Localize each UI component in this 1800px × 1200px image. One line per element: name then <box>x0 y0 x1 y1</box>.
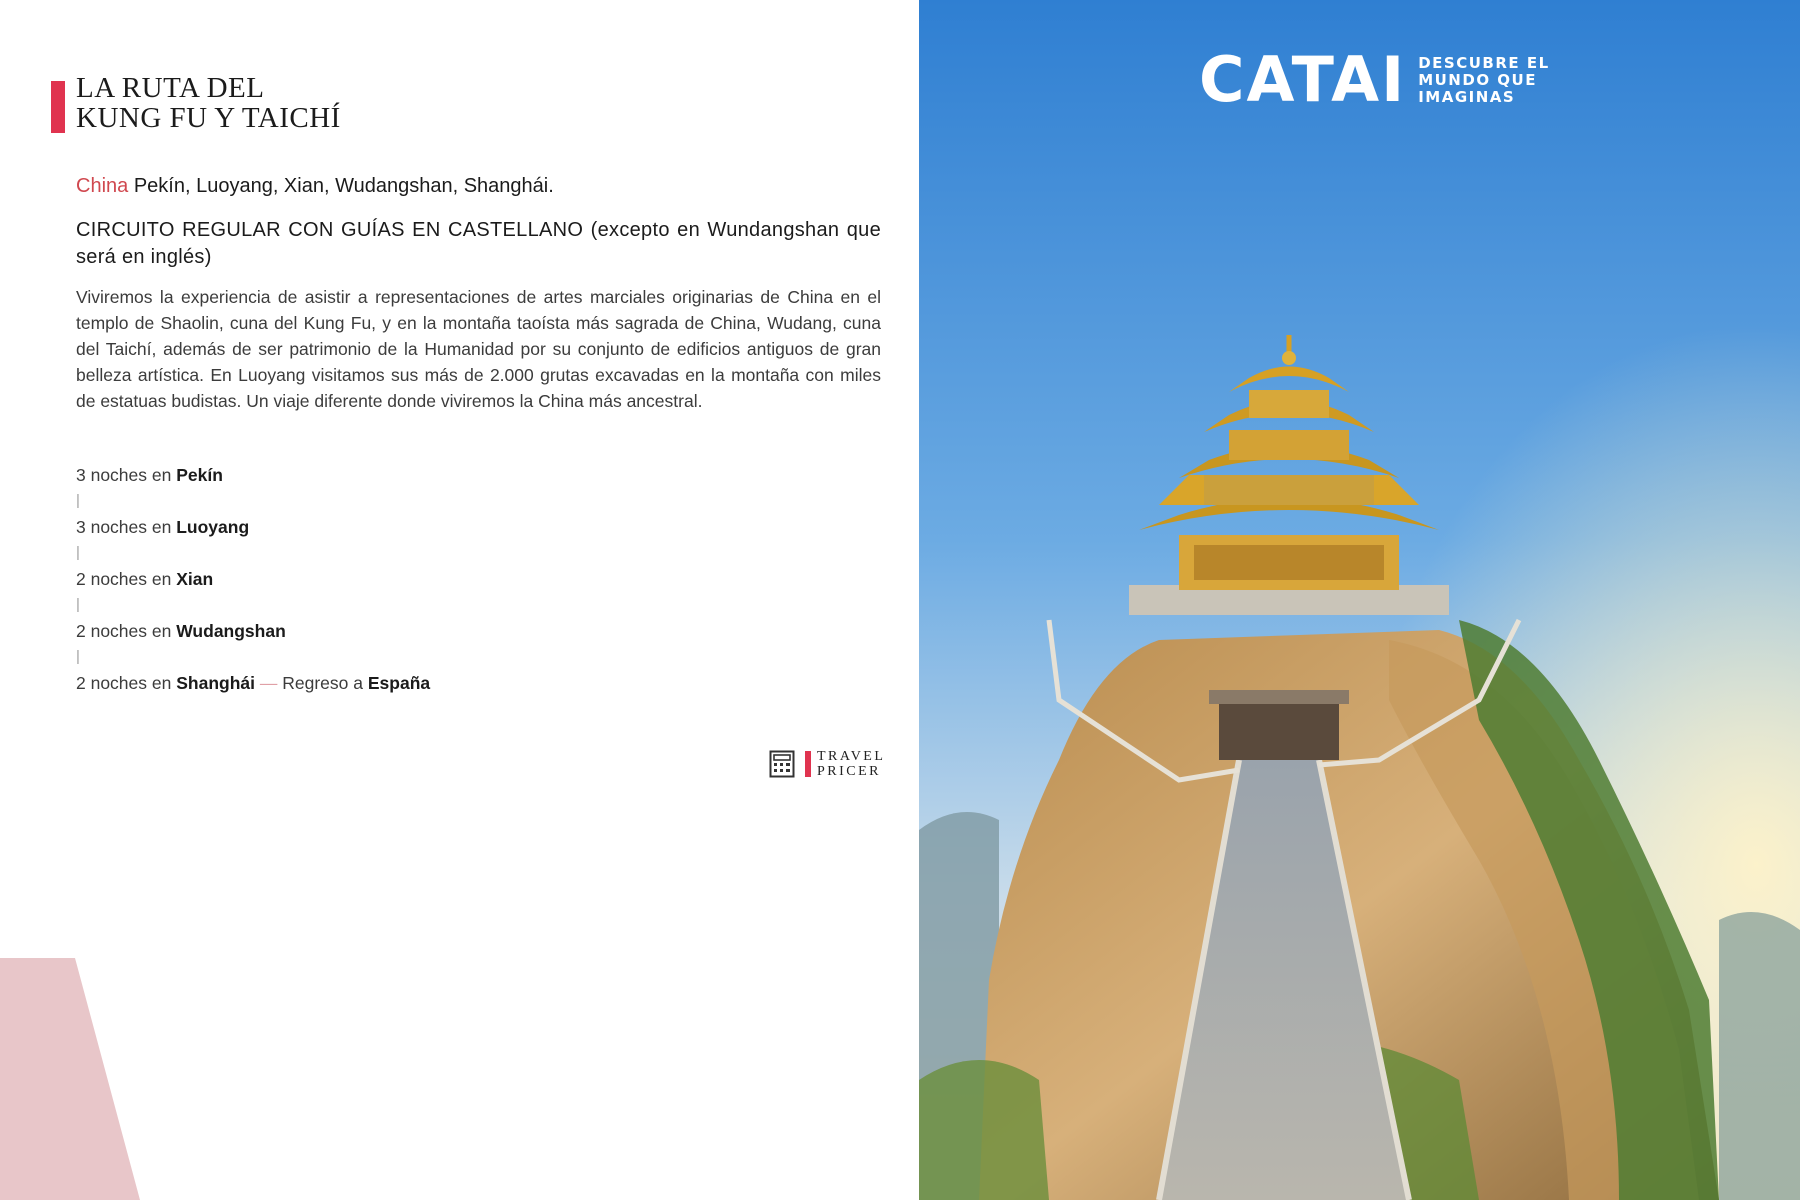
title-line-2: KUNG FU Y TAICHÍ <box>76 102 341 134</box>
pricer-line-1: TRAVEL <box>817 749 886 764</box>
destinations-line <box>76 175 554 198</box>
pricer-line-2: PRICER <box>817 764 882 779</box>
title-accent-bar <box>51 81 65 133</box>
itinerary-stop <box>76 514 596 540</box>
stop-nights: 3 noches en <box>76 517 172 537</box>
itinerary-separator: | <box>76 492 80 509</box>
itinerary-separator: | <box>76 596 80 613</box>
title-line-1: LA RUTA DEL <box>76 72 265 104</box>
calculator-icon <box>769 750 795 778</box>
trip-description: Viviremos la experiencia de asistir a representaciones de artes marciales originarias de China en el templo de Shaolin, cuna del Kung Fu, y en la montaña taoísta más sagrada de China, Wudang, cuna del Taichí, además de ser patrimonio de la Humanidad por su conjunto de edificios antiguos de gran belleza artística. En Luoyang visitamos sus más de 2.000 grutas excavadas en la montaña con miles de estatuas budistas. Un viaje diferente donde viviremos la China más ancestral. <box>76 287 881 411</box>
stop-nights: 2 noches en <box>76 673 172 693</box>
itinerary <box>76 462 596 696</box>
country-name: China <box>76 175 129 197</box>
travel-pricer-badge <box>769 749 886 779</box>
stop-nights: 3 noches en <box>76 465 172 485</box>
stop-nights: 2 noches en <box>76 621 172 641</box>
itinerary-separator: | <box>76 544 80 561</box>
brand-tagline <box>1418 55 1549 106</box>
page-title <box>76 73 341 133</box>
stop-city: Wudangshan <box>176 621 286 641</box>
itinerary-stop <box>76 462 596 488</box>
itinerary-stop <box>76 618 596 644</box>
return-city: España <box>367 673 431 693</box>
stop-city: Pekín <box>176 465 223 485</box>
itinerary-stop <box>76 566 596 592</box>
decorative-corner-shape <box>0 958 160 1200</box>
circuit-info: CIRCUITO REGULAR CON GUÍAS EN CASTELLANO (excepto en Wundangshan que será en inglés) <box>76 219 881 268</box>
stop-city: Xian <box>176 569 214 589</box>
mountain-temple-photo <box>919 0 1800 1200</box>
itinerary-stop <box>76 670 596 696</box>
tagline-line-1: DESCUBRE EL <box>1418 53 1550 72</box>
pricer-accent-bar <box>805 751 811 777</box>
catai-logo <box>1199 43 1550 116</box>
itinerary-separator: | <box>76 648 80 665</box>
stop-nights: 2 noches en <box>76 569 172 589</box>
stop-city: Luoyang <box>176 517 250 537</box>
pricer-text <box>817 749 885 779</box>
return-text: Regreso a <box>282 673 363 693</box>
cities-list: Pekín, Luoyang, Xian, Wudangshan, Shanghái. <box>133 175 554 197</box>
return-dash: — <box>259 673 278 693</box>
tagline-line-2: MUNDO QUE <box>1418 70 1537 89</box>
tagline-line-3: IMAGINAS <box>1418 87 1516 106</box>
brand-name: CATAI <box>1199 43 1407 116</box>
right-page <box>919 0 1800 1200</box>
stop-city: Shanghái <box>176 673 255 693</box>
